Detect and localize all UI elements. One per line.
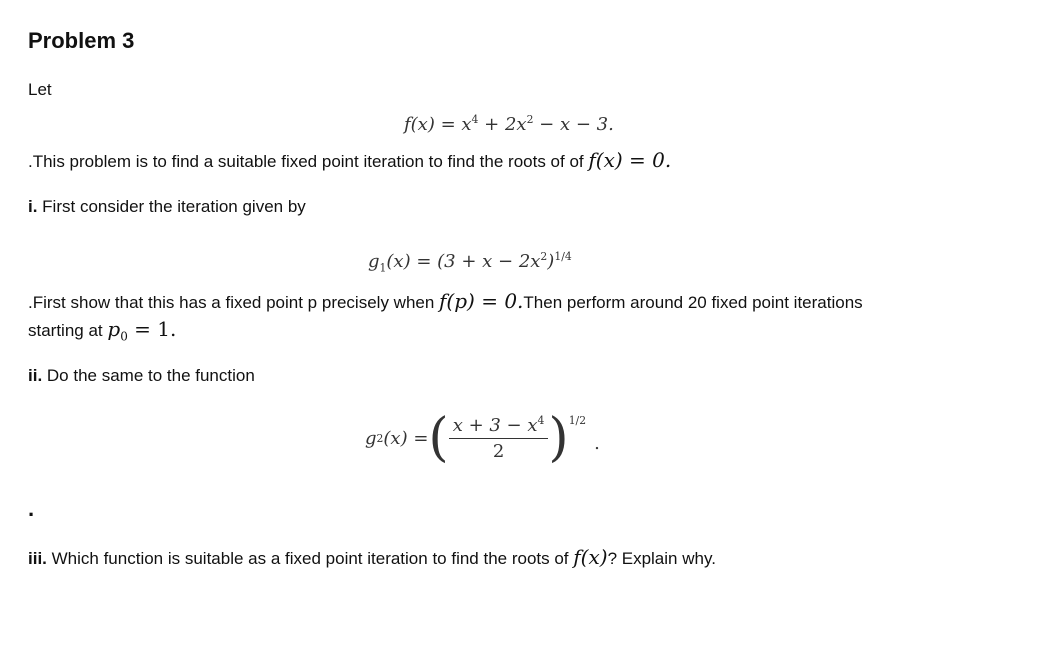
intro-text: .This problem is to find a suitable fixed point iteration to find the roots of of [28, 152, 589, 171]
g2-equation: g 2 (x) = ( $\frac{x + 3 - x^4}{2}$ ) $^{1/2}$ . [365, 408, 600, 468]
f-rest2: − x − 3. [533, 114, 614, 135]
part-i-label: i. [28, 197, 38, 216]
part-i-line1: .First show that this has a fixed point p precisely when f(p) = 0.Then perform around 20 fixed point iterations [28, 289, 863, 313]
intro-line [28, 148, 671, 172]
let-text: Let [28, 80, 52, 99]
f-rest1: + 2x [478, 114, 527, 135]
part-i-line2: starting at $p_0 = 1$. [28, 317, 177, 344]
intro-math: f(x) = 0. [588, 148, 672, 172]
part-i-heading [28, 197, 306, 217]
part-iii-label: iii. [28, 549, 47, 568]
g2-fraction: $\frac{x + 3 - x^4}{2}$ [449, 414, 549, 462]
part-ii-label: ii. [28, 366, 43, 385]
part-i-text: First consider the iteration given by [37, 197, 306, 216]
f-definition: $f(x) = x^4 + 2x^2 - x - 3$. [404, 113, 614, 135]
page-title: Problem 3 [28, 28, 135, 53]
part-ii-text: Do the same to the function [42, 366, 255, 385]
part-ii-heading [28, 366, 255, 386]
part-iii-line: iii. Which function is suitable as a fixed point iteration to find the roots of f(x)? Explain why. [28, 545, 716, 569]
f-lhs: f(x) = x [404, 114, 472, 135]
g1-equation: $g_1(x) = (3 + x - 2x^2)^{1/4}$ [368, 250, 572, 275]
bullet-mark: · [28, 502, 36, 527]
